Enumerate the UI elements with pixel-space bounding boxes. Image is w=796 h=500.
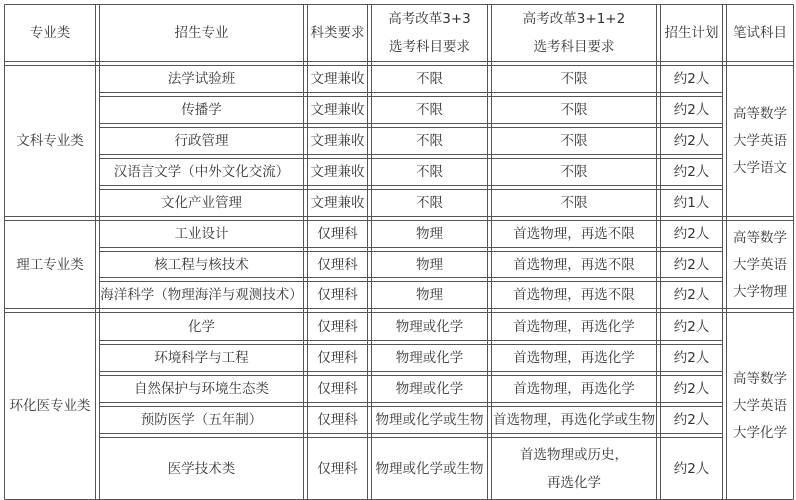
plan: 约2人 [673, 318, 710, 335]
major-name: 海洋科学（物理海洋与观测技术） [100, 287, 303, 303]
subject-req: 仅理科 [317, 318, 358, 335]
exam-subject: 大学英语 [733, 133, 787, 149]
req-3-3: 不限 [416, 133, 443, 149]
plan: 约2人 [673, 460, 710, 477]
header-category: 专业类 [29, 25, 71, 41]
exam-subject: 高等数学 [733, 371, 787, 387]
req-3-1-2: 不限 [560, 133, 588, 149]
header-exam: 笔试科目 [733, 25, 787, 41]
req-3-3: 不限 [416, 195, 443, 211]
major-name: 核工程与核技术 [154, 256, 249, 273]
group-exam-env-chem-med [727, 313, 793, 499]
req-3-3: 物理 [416, 256, 443, 273]
header-req-3-3 [372, 5, 487, 61]
req-3-3: 物理或化学或生物 [375, 412, 484, 428]
subject-req: 仅理科 [317, 256, 358, 273]
exam-subject: 大学英语 [733, 398, 787, 414]
req-3-1-2: 不限 [560, 164, 588, 180]
exam-subject: 高等数学 [733, 229, 787, 246]
major-name: 汉语言文学（中外文化交流） [113, 164, 290, 180]
exam-subject: 大学化学 [733, 425, 787, 441]
req-3-1-2 [492, 438, 656, 499]
header-req-3-3-line1: 高考改革3+3 [388, 11, 471, 27]
major-name: 自然保护与环境生态类 [134, 381, 269, 397]
req-3-1-2: 首选物理，再选不限 [513, 226, 635, 242]
major-name: 医学技术类 [167, 460, 236, 477]
major-name: 工业设计 [174, 226, 229, 242]
header-req-3-1-2-line2: 选考科目要求 [533, 39, 615, 55]
plan: 约2人 [673, 287, 710, 303]
plan: 约2人 [673, 133, 710, 149]
req-3-1-2: 首选物理，再选不限 [513, 256, 635, 273]
plan: 约2人 [673, 71, 710, 87]
subject-req: 仅理科 [317, 226, 358, 242]
header-req-3-1-2 [492, 5, 656, 61]
plan: 约1人 [673, 195, 710, 211]
exam-subject: 大学语文 [733, 160, 787, 176]
plan: 约2人 [673, 381, 710, 397]
header-req-3-1-2-line1: 高考改革3+1+2 [522, 11, 626, 27]
group-category-science-engineering: 理工专业类 [16, 256, 84, 273]
group-category-liberal-arts: 文科专业类 [16, 133, 84, 149]
req-3-3: 物理或化学或生物 [375, 460, 484, 477]
major-name: 预防医学（五年制） [140, 412, 263, 428]
subject-req: 文理兼收 [310, 195, 365, 211]
req-3-1-2: 不限 [560, 195, 588, 211]
subject-req: 文理兼收 [310, 102, 365, 118]
subject-req: 文理兼收 [310, 71, 365, 87]
header-req-3-3-line2: 选考科目要求 [389, 39, 470, 55]
plan: 约2人 [673, 226, 710, 242]
req-3-3: 物理或化学 [395, 350, 464, 366]
group-category-env-chem-med: 环化医专业类 [9, 398, 91, 414]
subject-req: 仅理科 [317, 350, 358, 366]
req-3-1-2: 首选物理，再选不限 [513, 287, 635, 303]
req-3-3: 不限 [416, 102, 443, 118]
subject-req: 仅理科 [317, 287, 358, 303]
req-3-3: 物理或化学 [395, 318, 464, 335]
subject-req: 文理兼收 [310, 164, 365, 180]
major-name: 传播学 [181, 102, 222, 118]
subject-req: 仅理科 [317, 460, 358, 477]
req-3-3: 物理 [416, 287, 443, 303]
exam-subject: 大学物理 [733, 283, 787, 300]
req-3-1-2: 首选物理，再选化学 [513, 350, 635, 366]
plan: 约2人 [673, 102, 710, 118]
subject-req: 仅理科 [317, 381, 358, 397]
major-name: 文化产业管理 [161, 195, 242, 211]
plan: 约2人 [673, 256, 710, 273]
group-exam-science-engineering [727, 221, 793, 308]
plan: 约2人 [673, 350, 710, 366]
major-name: 化学 [188, 318, 215, 335]
subject-req: 文理兼收 [310, 133, 365, 149]
plan: 约2人 [673, 164, 710, 180]
req-3-3: 物理或化学 [395, 381, 464, 397]
req-3-3: 不限 [416, 164, 443, 180]
req-3-1-2: 首选物理，再选化学或生物 [493, 412, 655, 428]
req-3-1-2: 首选物理，再选化学 [513, 381, 635, 397]
group-exam-liberal-arts [727, 66, 793, 216]
req-3-1-2-line1: 首选物理或历史， [520, 446, 628, 463]
header-major: 招生专业 [174, 25, 229, 41]
header-subject-req: 科类要求 [310, 25, 365, 41]
req-3-1-2: 首选物理，再选化学 [513, 318, 635, 335]
req-3-1-2: 不限 [560, 71, 588, 87]
exam-subject: 高等数学 [733, 106, 787, 122]
req-3-1-2: 不限 [560, 102, 588, 118]
major-name: 法学试验班 [167, 71, 236, 87]
exam-subject: 大学英语 [733, 256, 787, 273]
header-plan: 招生计划 [664, 25, 719, 41]
major-name: 环境科学与工程 [154, 350, 249, 366]
req-3-3: 不限 [416, 71, 443, 87]
major-name: 行政管理 [174, 133, 229, 149]
subject-req: 仅理科 [317, 412, 358, 428]
plan: 约2人 [673, 412, 710, 428]
req-3-3: 物理 [416, 226, 443, 242]
req-3-1-2-line2: 再选化学 [547, 474, 601, 491]
